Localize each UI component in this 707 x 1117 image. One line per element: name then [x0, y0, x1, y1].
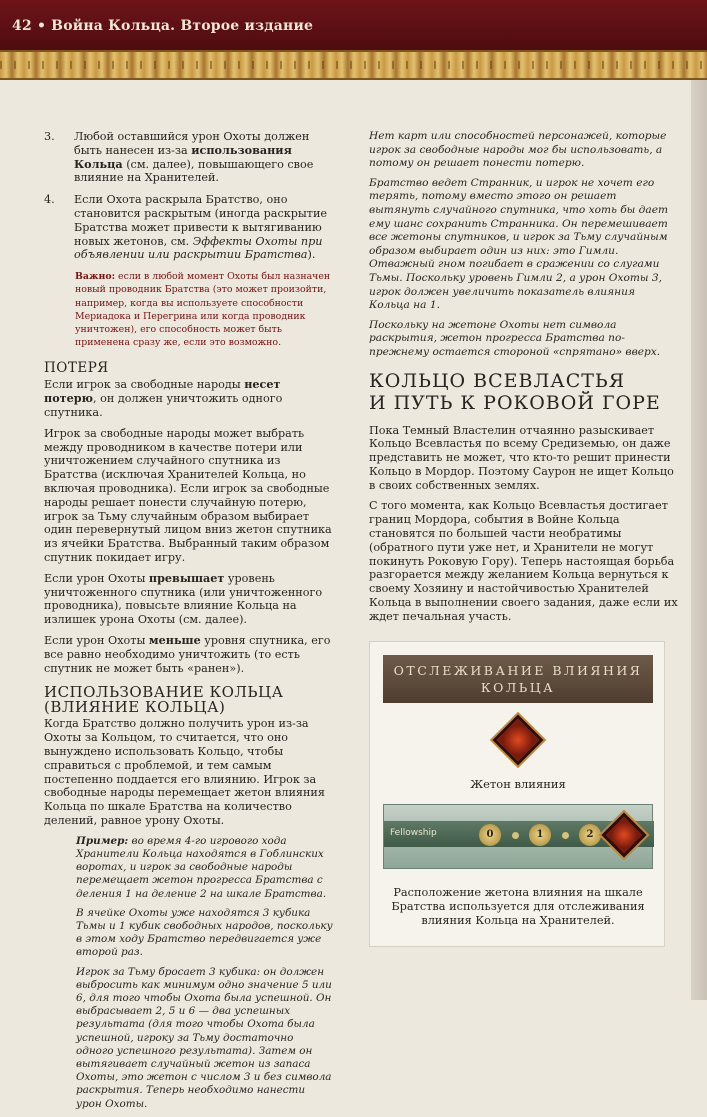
track-number: 1: [529, 824, 551, 846]
ring-tracking-sidebar: [369, 641, 665, 947]
token-caption: Жетон влияния: [470, 777, 566, 791]
ring-token-on-track-icon: [601, 812, 646, 857]
paragraph: Когда Братство должно получить урон из-за Охоты за Кольцом, то считается, что оно вынуждено использовать Кольцо, чтобы справиться с проблемой, и тем самым постепенно поддается его влиянию. Игрок за свободные народы перемещает жетон влияния Кольца по шкале Братства на количество делений, равное урону Охоты.: [44, 717, 325, 827]
page-edge: [691, 80, 707, 1000]
track-caption: Расположение жетона влияния на шкале Братства используется для отслеживания влияния Кольца на Хранителей.: [391, 886, 645, 927]
list-item: 4. Если Охота раскрыла Братство, оно становится раскрытым (иногда раскрытие Братства может привести к вытягиванию новых жетонов, см. Эффекты Охоты при объявлении или раскрытии Братства).: [44, 193, 328, 262]
paragraph: Пока Темный Властелин отчаянно разыскивает Кольцо Всевластья по всему Средиземью, он даже представить не может, что кто-то решит принести Кольцо в Мордор. Поэтому Саурон не ищет Кольцо в своих собственных землях.: [369, 423, 674, 492]
page-title: 42 • Война Кольца. Второе издание: [12, 18, 314, 34]
left-column: [44, 130, 334, 1117]
important-note: Важно: если в любой момент Охоты был назначен новый проводник Братства (это может произойти, например, когда вы используете способности Мериадока и Перегрина или когда проводник уничтожен), его способность может быть применена сразу же, если это возможно.: [75, 271, 331, 349]
page-header: [0, 0, 707, 50]
fellowship-track: [383, 804, 653, 869]
example-block: Пример: во время 4-го игрового хода Хранители Кольца находятся в Гоблинских воротах, и игрок за свободные народы перемещает жетон прогресса Братства с деления 1 на деление 2 на шкале Братства. В ячейке Охоты уже находятся 3 кубика Тьмы и 1 кубик свободных народов, поскольку в этом ходу Братство передвигается уже второй раз. Игрок за Тьму бросает 3 кубика: он должен выбросить как минимум одно значение 5 или 6, для того чтобы Охота была успешной. Он выбрасывает 2, 5 и 6 — два успешных результата (для того чтобы Охота была успешной, игроку за Тьму достаточно одного успешного результата). Затем он вытягивает случайный жетон из запаса Охоты, это жетон с числом 3 и без символа раскрытия. Теперь необходимо нанести урон Охоты.: [76, 834, 333, 1110]
paragraph: Игрок за свободные народы может выбрать между проводником в качестве потери или уничтожением случайного спутника из Братства (исключая Хранителей Кольца, но включая проводника). Если игрок за свободные народы решает понести случайную потерю, игрок за Тьму случайным образом выбирает один перевернутый лицом вниз жетон спутника из ячейки Братства. Выбранный таким образом спутник покидает игру.: [44, 426, 332, 564]
example-continued: Нет карт или способностей персонажей, которые игрок за свободные народы мог бы использовать, а потому он решает понести потерю. Братство ведет Странник, и игрок не хочет его терять, потому вместо этого он решает вытянуть случайного спутника, что хоть бы дает ему шанс сохранить Странника. Он перемешивает все жетоны спутников, и игрок за Тьму случайным образом выбирает один из них: это Гимли. Отважный гном погибает в сражении со слугами Тьмы. Поскольку уровень Гимли 2, а урон Охоты 3, игрок должен увеличить показатель влияния Кольца на 1. Поскольку на жетоне Охоты нет символа раскрытия, жетон прогресса Братства по-прежнему остается стороной «спрятано» вверх.: [369, 130, 669, 358]
sidebar-title: ОТСЛЕЖИВАНИЕ ВЛИЯНИЯ КОЛЬЦА: [383, 655, 653, 703]
track-number: 0: [479, 824, 501, 846]
section-heading-ring-of-power: КОЛЬЦО ВСЕВЛАСТЬЯ И ПУТЬ К РОКОВОЙ ГОРЕ: [369, 369, 661, 414]
paragraph: Если урон Охоты превышает уровень уничтоженного спутника (или уничтоженного проводника), повысьте влияние Кольца на излишек урона Охоты (см. далее).: [44, 570, 323, 627]
section-heading-ring: ИСПОЛЬЗОВАНИЕ КОЛЬЦА (ВЛИЯНИЕ КОЛЬЦА): [44, 683, 284, 717]
right-column: [369, 130, 679, 631]
track-label: Fellowship: [390, 828, 437, 838]
paragraph: Если урон Охоты меньше уровня спутника, его все равно необходимо уничтожить (то есть спутник не может быть «ранен»).: [44, 632, 331, 675]
list-item: 3. Любой оставшийся урон Охоты должен быть нанесен из-за использования Кольца (см. далее), повышающего свое влияние на Хранителей.: [44, 130, 314, 185]
paragraph: С того момента, как Кольцо Всевластья достигает границ Мордора, события в Войне Кольца становятся по большей части необратимы (обратного пути уже нет, и Хранители не могут покинуть Роковую Гору). Теперь настоящая борьба разгорается между желанием Кольца вернуться к своему Хозяину и настойчивостью Хранителей Кольца в выполнении своего задания, даже если их ждет печальная участь.: [369, 499, 678, 623]
section-heading-loss: ПОТЕРЯ: [44, 360, 109, 377]
ring-token-icon: [493, 715, 544, 766]
track-number: 2: [579, 824, 601, 846]
decorative-border: [0, 50, 707, 80]
paragraph: Если игрок за свободные народы несет потерю, он должен уничтожить одного спутника.: [44, 377, 283, 419]
